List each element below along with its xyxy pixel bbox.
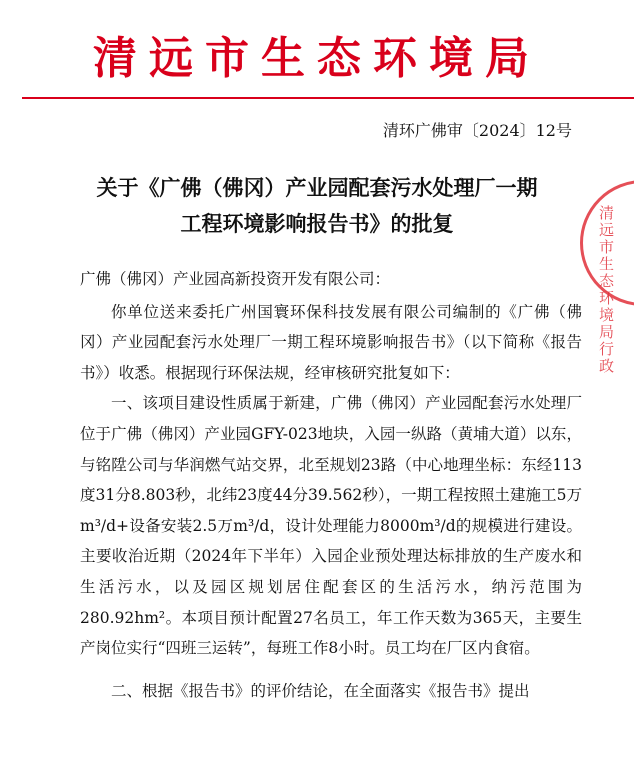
paragraph-item-1: 一、该项目建设性质属于新建，广佛（佛冈）产业园配套污水处理厂位于广佛（佛冈）产业园GFY-023地块，入园一纵路（黄埔大道）以东，与铭陞公司与华润燃气站交界，北至规划23路（中心地理坐标：东经113度31分8.803秒，北纬23度44分39.562秒），一期工程按照土建施工5万m³/d+设备安装2.5万m³/d，设计处理能力8000m³/d的规模进行建设。主要收治近期（2024年下半年）入园企业预处理达标排放的生产废水和生活污水，以及园区规划居住配套区的生活污水，纳污范围为280.92hm²。本项目预计配置27名员工，年工作天数为365天，主要生产岗位实行“四班三运转”，每班工作8小时。员工均在厂区内食宿。 [80,394,582,658]
official-seal-text: 清远市生态环境局行政 [597,205,615,375]
document-title [0,170,634,242]
letterhead-title: 清远市生态环境局 [93,33,541,84]
addressee: 广佛（佛冈）产业园高新投资开发有限公司： [80,270,391,288]
document-body [80,264,582,706]
paragraph-intro: 你单位送来委托广州国寰环保科技发展有限公司编制的《广佛（佛冈）产业园配套污水处理厂一期工程环境影响报告书》（以下简称《报告书》）收悉。根据现行环保法规，经审核研究批复如下： [80,302,582,382]
paragraph-item-2: 二、根据《报告书》的评价结论，在全面落实《报告书》提出 [111,681,530,700]
document-title-line2: 工程环境影响报告书》的批复 [180,212,454,236]
letterhead-divider [22,97,634,99]
document-title-line1: 关于《广佛（佛冈）产业园配套污水处理厂一期 [96,176,538,200]
document-number: 清环广佛审〔2024〕12号 [382,121,572,140]
